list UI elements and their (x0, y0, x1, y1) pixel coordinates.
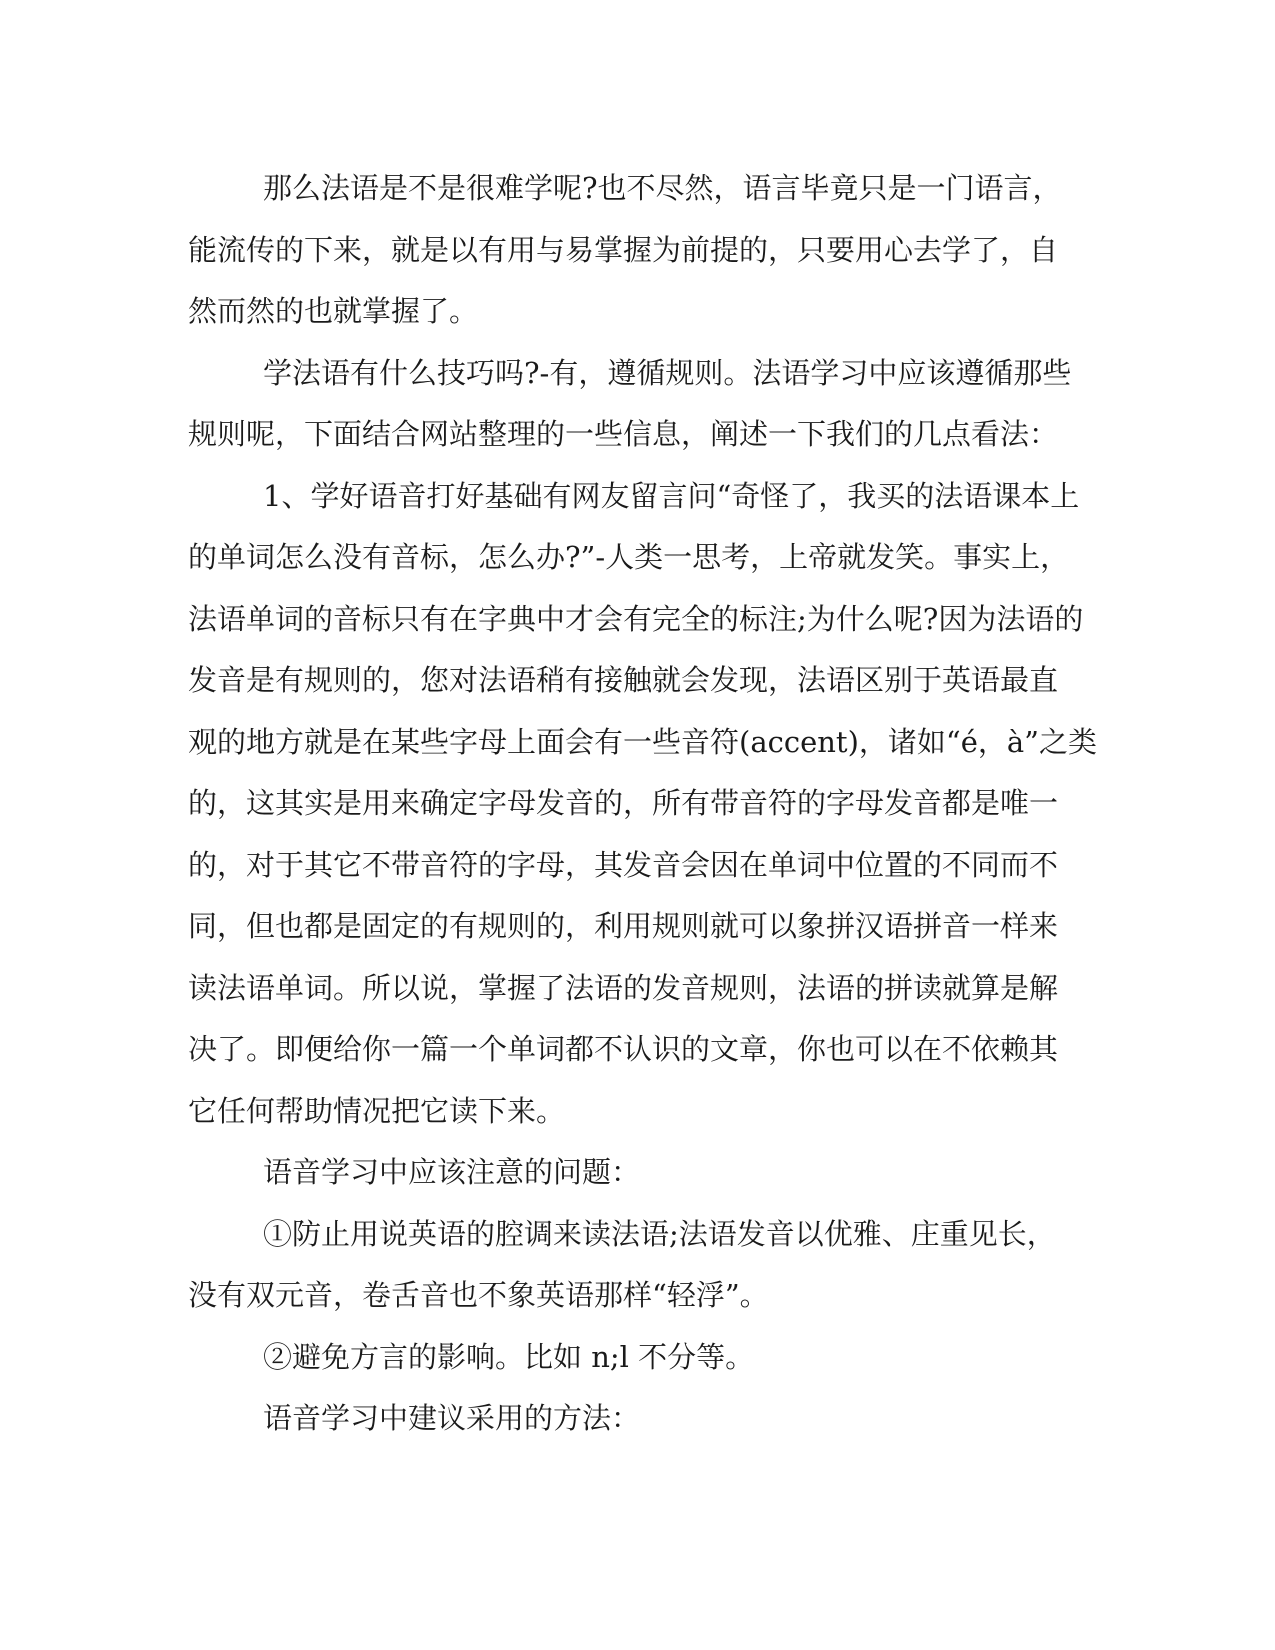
text-line: 然而然的也就掌握了。 (188, 294, 479, 328)
text-line: 的，对于其它不带音符的字母，其发音会因在单词中位置的不同而不 (188, 847, 1059, 882)
text-line: 它任何帮助情况把它读下来。 (188, 1093, 566, 1128)
paragraph-tips (188, 343, 1078, 466)
paragraph-issue-2 (188, 1327, 1078, 1389)
text-line: 没有双元音，卷舌音也不象英语那样“轻浮”。 (188, 1278, 769, 1312)
text-line: ①防止用说英语的腔调来读法语;法语发音以优雅、庄重见长， (263, 1216, 1056, 1251)
text-line: 规则呢，下面结合网站整理的一些信息，阐述一下我们的几点看法： (188, 417, 1059, 451)
text-line: 语音学习中建议采用的方法： (263, 1401, 641, 1435)
text-line: 学法语有什么技巧吗?-有，遵循规则。法语学习中应该遵循那些 (263, 355, 1072, 390)
text-line: 决了。即便给你一篇一个单词都不认识的文章，你也可以在不依赖其 (188, 1032, 1059, 1066)
paragraph-issue-1 (188, 1204, 1078, 1327)
text-line: 语音学习中应该注意的问题： (263, 1155, 641, 1189)
body-text (188, 158, 1097, 1450)
text-line: ②避免方言的影响。比如 n;l 不分等。 (263, 1339, 755, 1374)
text-line: 观的地方就是在某些字母上面会有一些音符(accent)，诸如“é，à”之类 (188, 724, 1097, 759)
text-line: 能流传的下来，就是以有用与易掌握为前提的，只要用心去学了，自 (188, 232, 1059, 267)
paragraph-methods-heading (188, 1388, 1078, 1450)
text-line: 那么法语是不是很难学呢?也不尽然，语言毕竟只是一门语言， (263, 171, 1062, 205)
paragraph-pronunciation (188, 466, 1097, 1143)
text-line: 的，这其实是用来确定字母发音的，所有带音符的字母发音都是唯一 (188, 786, 1059, 820)
text-line: 法语单词的音标只有在字典中才会有完全的标注;为什么呢?因为法语的 (188, 601, 1084, 636)
text-line: 1、学好语音打好基础有网友留言问“奇怪了，我买的法语课本上 (263, 478, 1080, 513)
text-line: 的单词怎么没有音标，怎么办?”-人类一思考，上帝就发笑。事实上， (188, 540, 1070, 574)
text-line: 发音是有规则的，您对法语稍有接触就会发现，法语区别于英语最直 (188, 663, 1059, 697)
text-line: 读法语单词。所以说，掌握了法语的发音规则，法语的拼读就算是解 (188, 970, 1059, 1005)
paragraph-intro (188, 158, 1078, 343)
paragraph-issues-heading (188, 1142, 1078, 1204)
text-line: 同，但也都是固定的有规则的，利用规则就可以象拼汉语拼音一样来 (188, 909, 1059, 943)
